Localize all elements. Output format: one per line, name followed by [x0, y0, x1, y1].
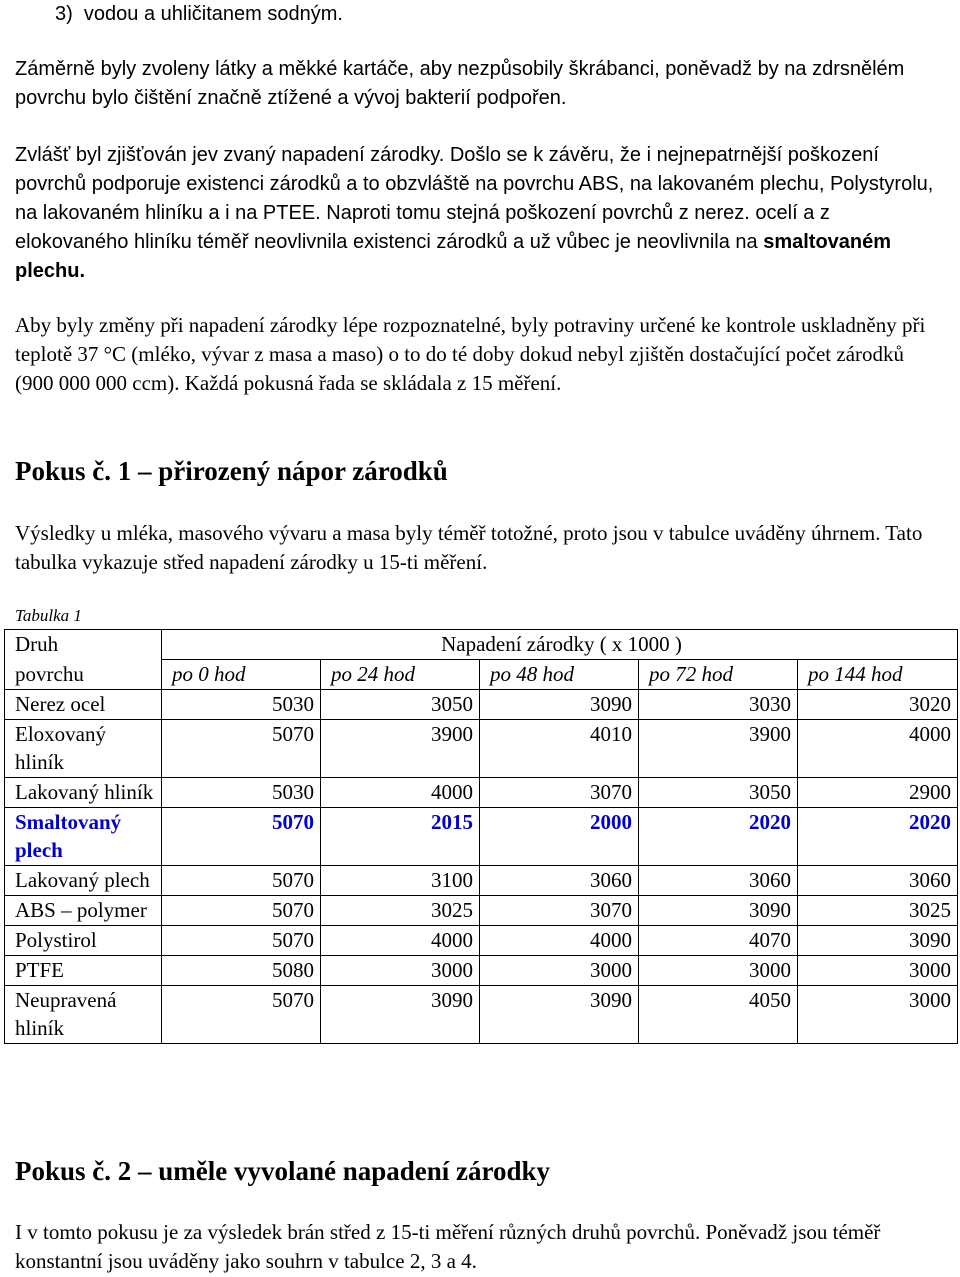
surface-cell: Nerez ocel [5, 690, 162, 720]
table-row [5, 986, 958, 1044]
value-cell: 3070 [480, 896, 639, 926]
value-cell: 3050 [321, 690, 480, 720]
value-cell: 3100 [321, 866, 480, 896]
surface-cell: Neupravená hliník [5, 986, 162, 1044]
value-cell: 3020 [798, 690, 958, 720]
value-cell: 4070 [639, 926, 798, 956]
table-row [5, 690, 958, 720]
value-cell: 3060 [480, 866, 639, 896]
paragraph-experiment-2 [15, 1218, 950, 1276]
value-cell: 5070 [162, 896, 321, 926]
value-cell: 3000 [480, 956, 639, 986]
table-row [5, 778, 958, 808]
table-row [5, 866, 958, 896]
table-row [5, 720, 958, 778]
value-cell: 3090 [798, 926, 958, 956]
column-header-surface-2: povrchu [5, 660, 162, 690]
table-row [5, 926, 958, 956]
value-cell: 5070 [162, 808, 321, 866]
section-heading-experiment-2: Pokus č. 2 – uměle vyvolané napadení zárodky [15, 1156, 551, 1186]
column-header-24h: po 24 hod [321, 660, 480, 690]
value-cell: 4000 [321, 926, 480, 956]
column-header-72h: po 72 hod [639, 660, 798, 690]
paragraph-text: Záměrně byly zvoleny látky a měkké kartáče, aby nezpůsobily škrábanci, poněvadž by na zdrsnělém povrchu bylo čištění značně ztížené a vývoj bakterií podpořen. [15, 58, 905, 109]
paragraph-text: Výsledky u mléka, masového vývaru a masa byly téměř totožné, proto jsou v tabulce uváděny úhrnem. Tato tabulka vykazuje střed napadení zárodky u 15-ti měření. [15, 521, 923, 574]
results-table [4, 629, 958, 1044]
value-cell: 2020 [639, 808, 798, 866]
list-item-3: 3) vodou a uhličitanem sodným. [55, 3, 343, 25]
value-cell: 3060 [798, 866, 958, 896]
value-cell: 5030 [162, 778, 321, 808]
value-cell: 3900 [639, 720, 798, 778]
value-cell: 2000 [480, 808, 639, 866]
column-header-48h: po 48 hod [480, 660, 639, 690]
value-cell: 3000 [321, 956, 480, 986]
value-cell: 5030 [162, 690, 321, 720]
value-cell: 2900 [798, 778, 958, 808]
paragraph-text: Zvlášť byl zjišťován jev zvaný napadení zárodky. Došlo se k závěru, že i nejnepatrnější poškození povrchů podporuje existenci zárodků a to obzvláště na povrchu ABS, na lakovaném plechu, Polystyrolu, na lakovaném hliníku a i na PTEE. Naproti tomu stejná poškození povrchů z nerez. ocelí a z elokovaného hliníku téměř neovlivnila existenci zárodků a už vůbec je neovlivnila na [15, 144, 934, 253]
value-cell: 5070 [162, 720, 321, 778]
table-row-highlighted [5, 808, 958, 866]
surface-cell: Lakovaný plech [5, 866, 162, 896]
surface-cell: PTFE [5, 956, 162, 986]
value-cell: 4010 [480, 720, 639, 778]
table-header-row [5, 630, 958, 660]
value-cell: 4000 [321, 778, 480, 808]
surface-cell: Eloxovaný hliník [5, 720, 162, 778]
surface-cell: ABS – polymer [5, 896, 162, 926]
surface-cell: Polystirol [5, 926, 162, 956]
value-cell: 3070 [480, 778, 639, 808]
value-cell: 5070 [162, 926, 321, 956]
value-cell: 3000 [798, 986, 958, 1044]
value-cell: 2020 [798, 808, 958, 866]
value-cell: 4000 [798, 720, 958, 778]
paragraph-emphasis: smaltovaném plechu. [15, 231, 892, 282]
value-cell: 3025 [321, 896, 480, 926]
value-cell: 3090 [480, 986, 639, 1044]
value-cell: 3050 [639, 778, 798, 808]
column-header-0h: po 0 hod [162, 660, 321, 690]
table-row [5, 896, 958, 926]
value-cell: 5080 [162, 956, 321, 986]
value-cell: 2015 [321, 808, 480, 866]
section-heading-experiment-1: Pokus č. 1 – přirozený nápor zárodků [15, 456, 448, 486]
value-cell: 3025 [798, 896, 958, 926]
paragraph-text: Aby byly změny při napadení zárodky lépe rozpoznatelné, byly potraviny určené ke kontrole uskladněny při teplotě 37 °C (mléko, vývar z masa a maso) o to do té doby dokud nebyl zjištěn dostačující počet zárodků (900 000 000 ccm). Každá pokusná řada se skládala z 15 měření. [15, 313, 926, 395]
paragraph-germ-attack [15, 141, 950, 286]
value-cell: 3000 [798, 956, 958, 986]
value-cell: 3000 [639, 956, 798, 986]
paragraph-storage [15, 311, 950, 398]
value-cell: 3060 [639, 866, 798, 896]
value-cell: 3090 [480, 690, 639, 720]
value-cell: 3900 [321, 720, 480, 778]
value-cell: 3090 [321, 986, 480, 1044]
paragraph-results-summary [15, 519, 950, 577]
value-cell: 3090 [639, 896, 798, 926]
value-cell: 3030 [639, 690, 798, 720]
value-cell: 5070 [162, 866, 321, 896]
value-cell: 5070 [162, 986, 321, 1044]
column-header-surface: Druh [5, 630, 162, 660]
table-subheader-row [5, 660, 958, 690]
value-cell: 4000 [480, 926, 639, 956]
surface-cell: Smaltovaný plech [5, 808, 162, 866]
column-header-144h: po 144 hod [798, 660, 958, 690]
paragraph-text: I v tomto pokusu je za výsledek brán střed z 15-ti měření různých druhů povrchů. Poněvadž jsou téměř konstantní jsou uváděny jako souhrn v tabulce 2, 3 a 4. [15, 1220, 881, 1273]
table-row [5, 956, 958, 986]
table-caption: Tabulka 1 [15, 606, 82, 625]
value-cell: 4050 [639, 986, 798, 1044]
group-header: Napadení zárodky ( x 1000 ) [162, 630, 958, 660]
surface-cell: Lakovaný hliník [5, 778, 162, 808]
